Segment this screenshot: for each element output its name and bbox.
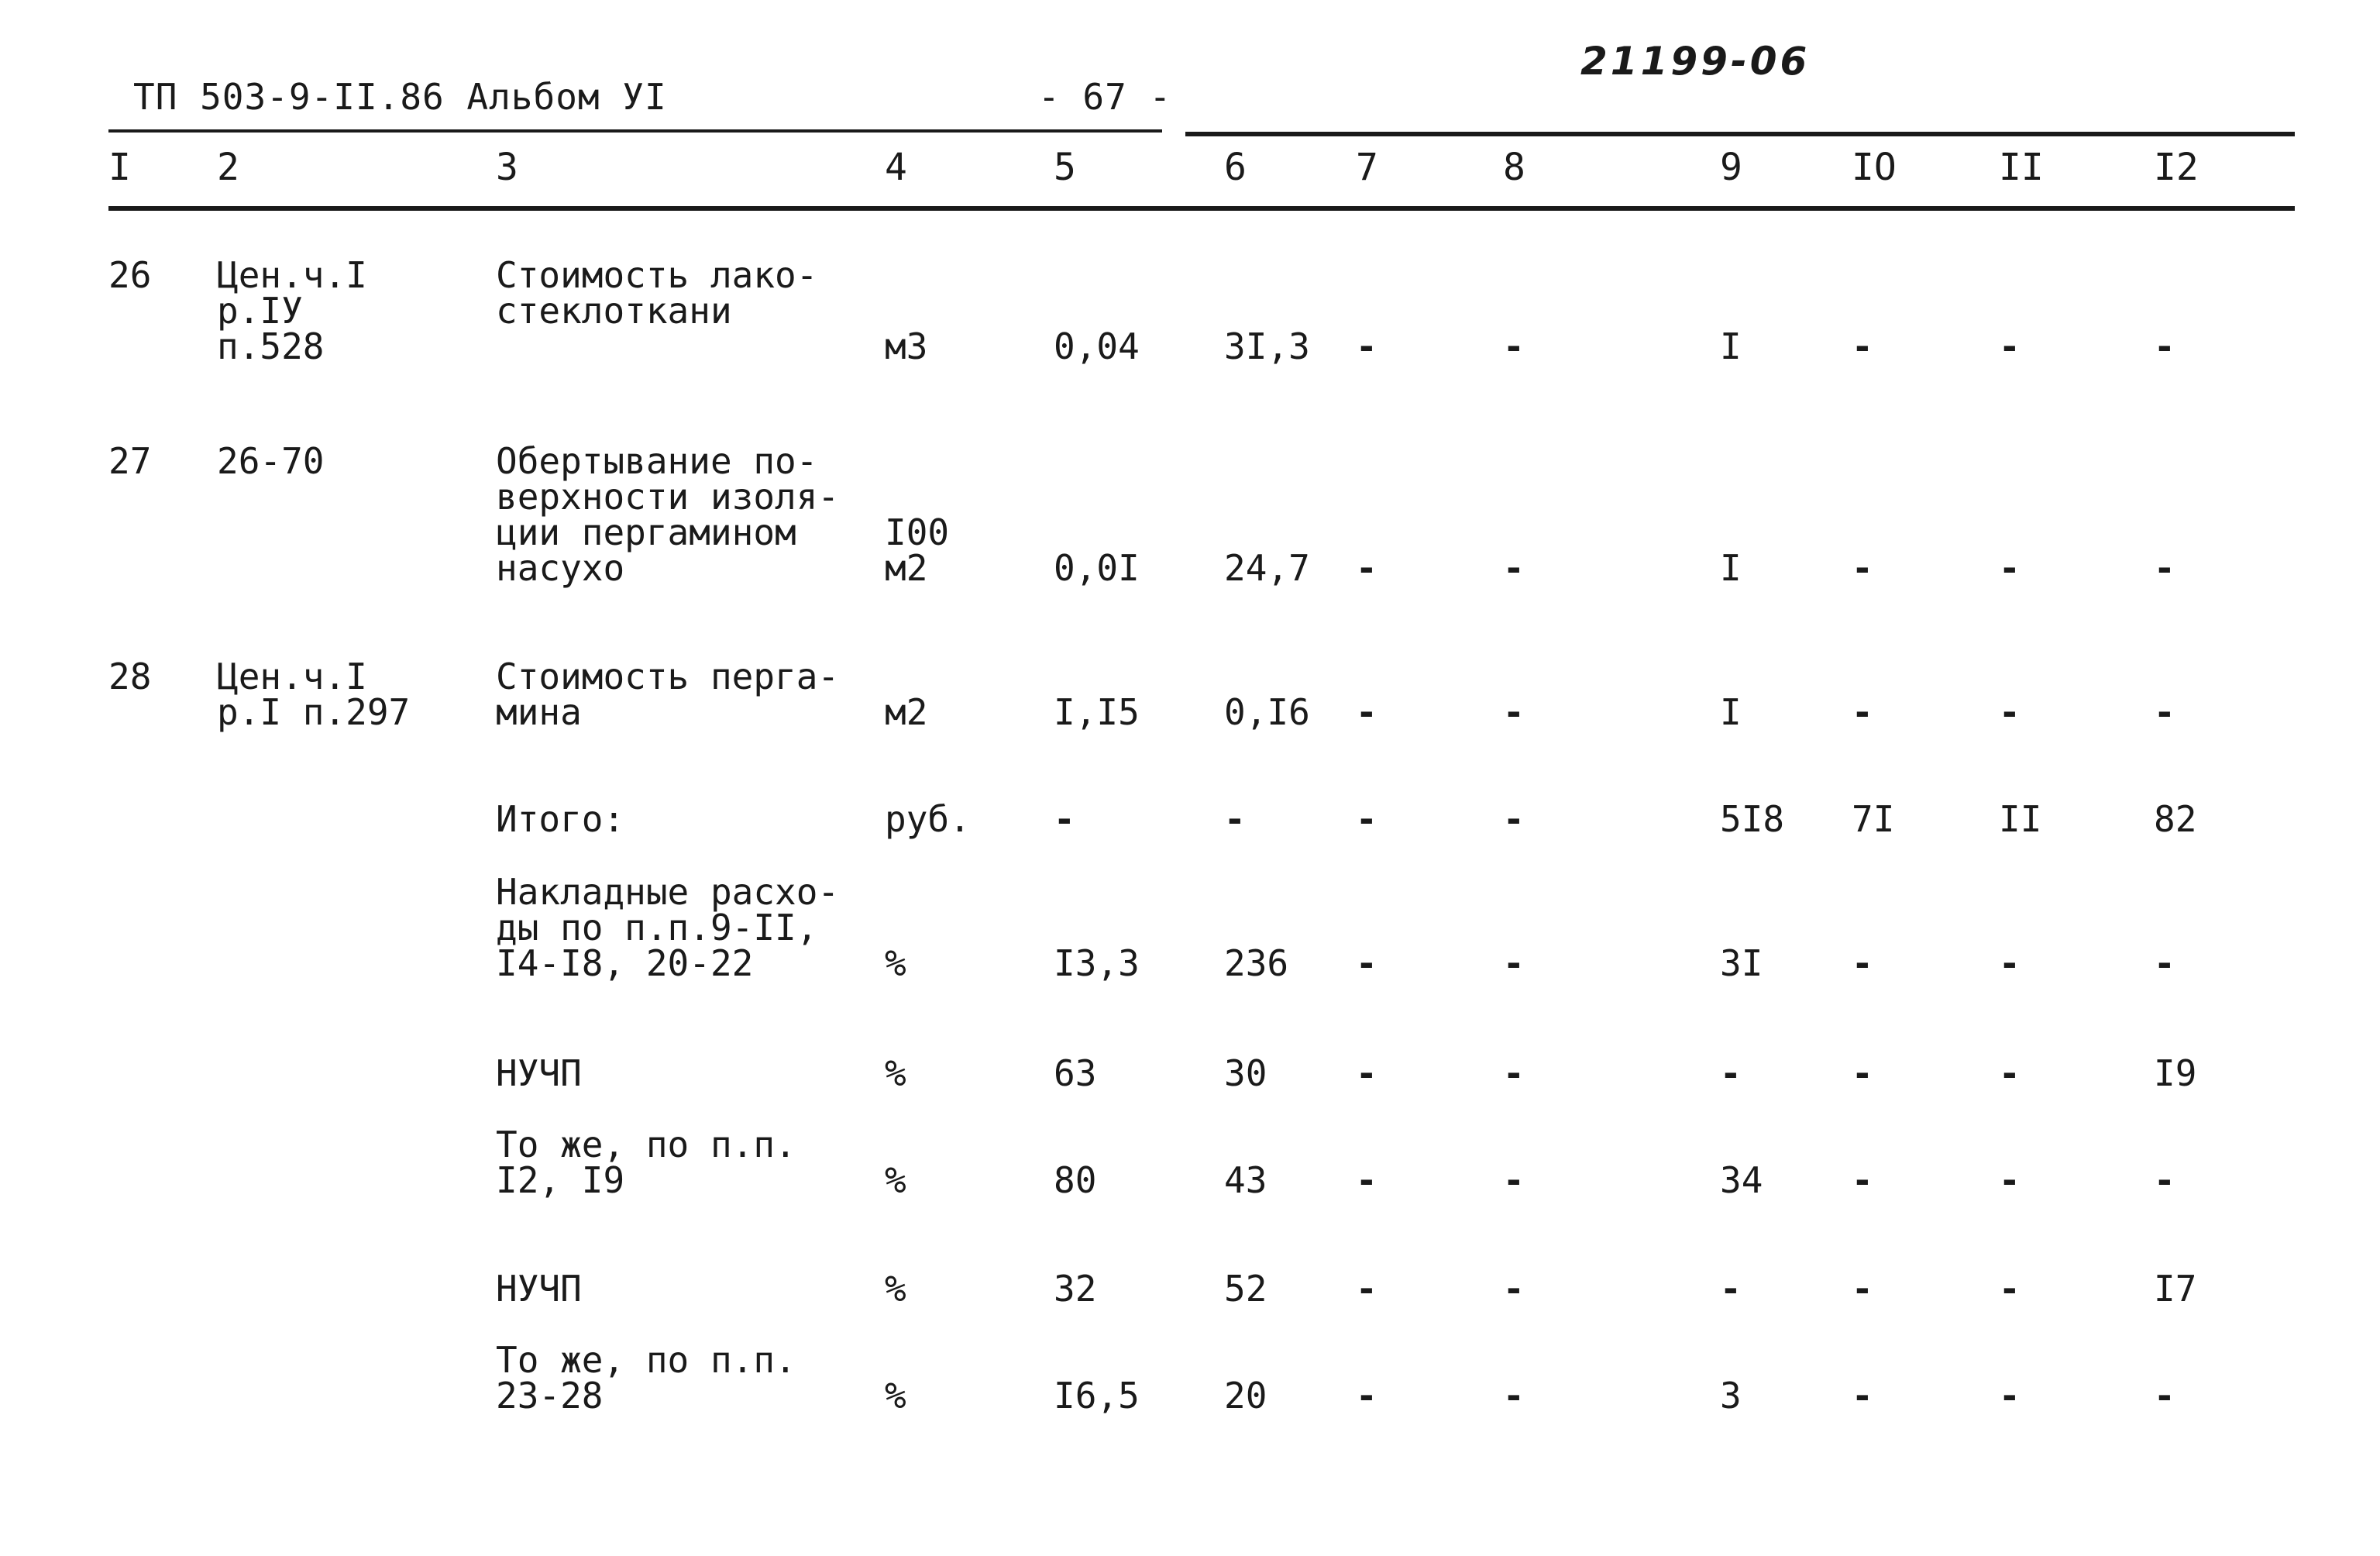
value-cell: 236 — [1224, 942, 1289, 984]
value-cell: 0,I6 — [1224, 691, 1310, 733]
value-cell: 34 — [1720, 1159, 1763, 1201]
value-cell: - — [1852, 1052, 1873, 1094]
value-cell: - — [1356, 1159, 1377, 1201]
work-description: НУЧП — [496, 1052, 582, 1094]
value-cell: 0,0I — [1054, 547, 1140, 589]
row-number: 27 — [108, 440, 152, 482]
value-cell: 30 — [1224, 1052, 1267, 1094]
value-cell: II — [1999, 798, 2042, 840]
value-cell: 3I,3 — [1224, 325, 1310, 367]
value-cell: - — [1852, 942, 1873, 984]
value-cell: 24,7 — [1224, 547, 1310, 589]
rate-code: 26-70 — [217, 440, 325, 482]
value-cell: - — [1852, 325, 1873, 367]
value-cell: 82 — [2154, 798, 2197, 840]
header-rule-left — [108, 129, 1162, 133]
value-cell: - — [1999, 547, 2021, 589]
value-cell: - — [1852, 1268, 1873, 1310]
value-cell: - — [1999, 1159, 2021, 1201]
value-cell: 0,04 — [1054, 325, 1140, 367]
value-cell: I3,3 — [1054, 942, 1140, 984]
value-cell: 80 — [1054, 1159, 1097, 1201]
value-cell: - — [2154, 1375, 2175, 1417]
column-number: 2 — [217, 146, 239, 189]
value-cell: - — [1852, 547, 1873, 589]
column-number: 3 — [496, 146, 518, 189]
value-cell: - — [1999, 942, 2021, 984]
column-number: 9 — [1720, 146, 1742, 189]
unit-cell: м3 — [885, 325, 928, 367]
value-cell: - — [1720, 1052, 1742, 1094]
value-cell: - — [1852, 1375, 1873, 1417]
value-cell: - — [1503, 1375, 1525, 1417]
header-rule-right — [1185, 132, 2295, 136]
work-description: Накладные расхо- ды по п.п.9-II, I4-I8, 20-22 — [496, 871, 840, 984]
value-cell: - — [2154, 1159, 2175, 1201]
value-cell: - — [1503, 547, 1525, 589]
value-cell: - — [2154, 547, 2175, 589]
value-cell: - — [1503, 691, 1525, 733]
value-cell: 7I — [1852, 798, 1895, 840]
value-cell: - — [1720, 1268, 1742, 1310]
value-cell: - — [1503, 1052, 1525, 1094]
unit-cell: % — [885, 1375, 906, 1417]
unit-cell: % — [885, 942, 906, 984]
work-description: НУЧП — [496, 1268, 582, 1310]
value-cell: - — [2154, 325, 2175, 367]
work-description: Стоимость лако- стеклоткани — [496, 254, 818, 332]
value-cell: - — [2154, 942, 2175, 984]
value-cell: - — [1356, 1052, 1377, 1094]
value-cell: - — [1356, 1375, 1377, 1417]
unit-cell: % — [885, 1159, 906, 1201]
value-cell: 3 — [1720, 1375, 1742, 1417]
unit-cell: руб. — [885, 798, 971, 840]
column-number: 5 — [1054, 146, 1076, 189]
column-number: II — [1999, 146, 2044, 189]
document-reference: ТП 503-9-II.86 Альбом УI — [133, 76, 667, 118]
unit-cell: I00 м2 — [885, 511, 950, 589]
value-cell: - — [1356, 942, 1377, 984]
column-number: 8 — [1503, 146, 1525, 189]
value-cell: - — [1356, 1268, 1377, 1310]
unit-cell: % — [885, 1052, 906, 1094]
column-number: 4 — [885, 146, 907, 189]
value-cell: - — [1356, 325, 1377, 367]
work-description: То же, по п.п. 23-28 — [496, 1339, 796, 1417]
value-cell: - — [1054, 798, 1075, 840]
column-header-rule — [108, 206, 2295, 211]
value-cell: - — [1503, 1159, 1525, 1201]
row-number: 28 — [108, 656, 152, 697]
value-cell: I,I5 — [1054, 691, 1140, 733]
value-cell: - — [1999, 691, 2021, 733]
value-cell: 63 — [1054, 1052, 1097, 1094]
work-description: Итого: — [496, 798, 625, 840]
value-cell: I — [1720, 547, 1742, 589]
rate-code: Цен.ч.I р.IУ п.528 — [217, 254, 367, 367]
value-cell: - — [1224, 798, 1246, 840]
value-cell: - — [2154, 691, 2175, 733]
value-cell: - — [1503, 942, 1525, 984]
value-cell: - — [1852, 1159, 1873, 1201]
column-number: I — [108, 146, 131, 189]
value-cell: - — [1852, 691, 1873, 733]
value-cell: 3I — [1720, 942, 1763, 984]
page-number: - 67 - — [1038, 76, 1172, 118]
value-cell: 5I8 — [1720, 798, 1785, 840]
value-cell: - — [1999, 1375, 2021, 1417]
value-cell: - — [1999, 325, 2021, 367]
column-number: I2 — [2154, 146, 2199, 189]
value-cell: - — [1503, 325, 1525, 367]
unit-cell: % — [885, 1268, 906, 1310]
value-cell: I — [1720, 325, 1742, 367]
work-description: Обертывание по- верхности изоля- ции пергамином насухо — [496, 440, 840, 589]
column-number: 7 — [1356, 146, 1378, 189]
value-cell: - — [1999, 1268, 2021, 1310]
value-cell: 52 — [1224, 1268, 1267, 1310]
value-cell: - — [1356, 691, 1377, 733]
value-cell: - — [1356, 547, 1377, 589]
value-cell: - — [1503, 798, 1525, 840]
column-number: IO — [1852, 146, 1897, 189]
value-cell: 20 — [1224, 1375, 1267, 1417]
value-cell: I — [1720, 691, 1742, 733]
row-number: 26 — [108, 254, 152, 296]
value-cell: I7 — [2154, 1268, 2197, 1310]
column-number: 6 — [1224, 146, 1247, 189]
rate-code: Цен.ч.I р.I п.297 — [217, 656, 411, 733]
handwritten-code: 21199-06 — [1580, 39, 1811, 84]
value-cell: - — [1999, 1052, 2021, 1094]
value-cell: 43 — [1224, 1159, 1267, 1201]
value-cell: - — [1503, 1268, 1525, 1310]
value-cell: 32 — [1054, 1268, 1097, 1310]
value-cell: I9 — [2154, 1052, 2197, 1094]
work-description: Стоимость перга- мина — [496, 656, 840, 733]
unit-cell: м2 — [885, 691, 928, 733]
value-cell: - — [1356, 798, 1377, 840]
value-cell: I6,5 — [1054, 1375, 1140, 1417]
work-description: То же, по п.п. I2, I9 — [496, 1124, 796, 1201]
